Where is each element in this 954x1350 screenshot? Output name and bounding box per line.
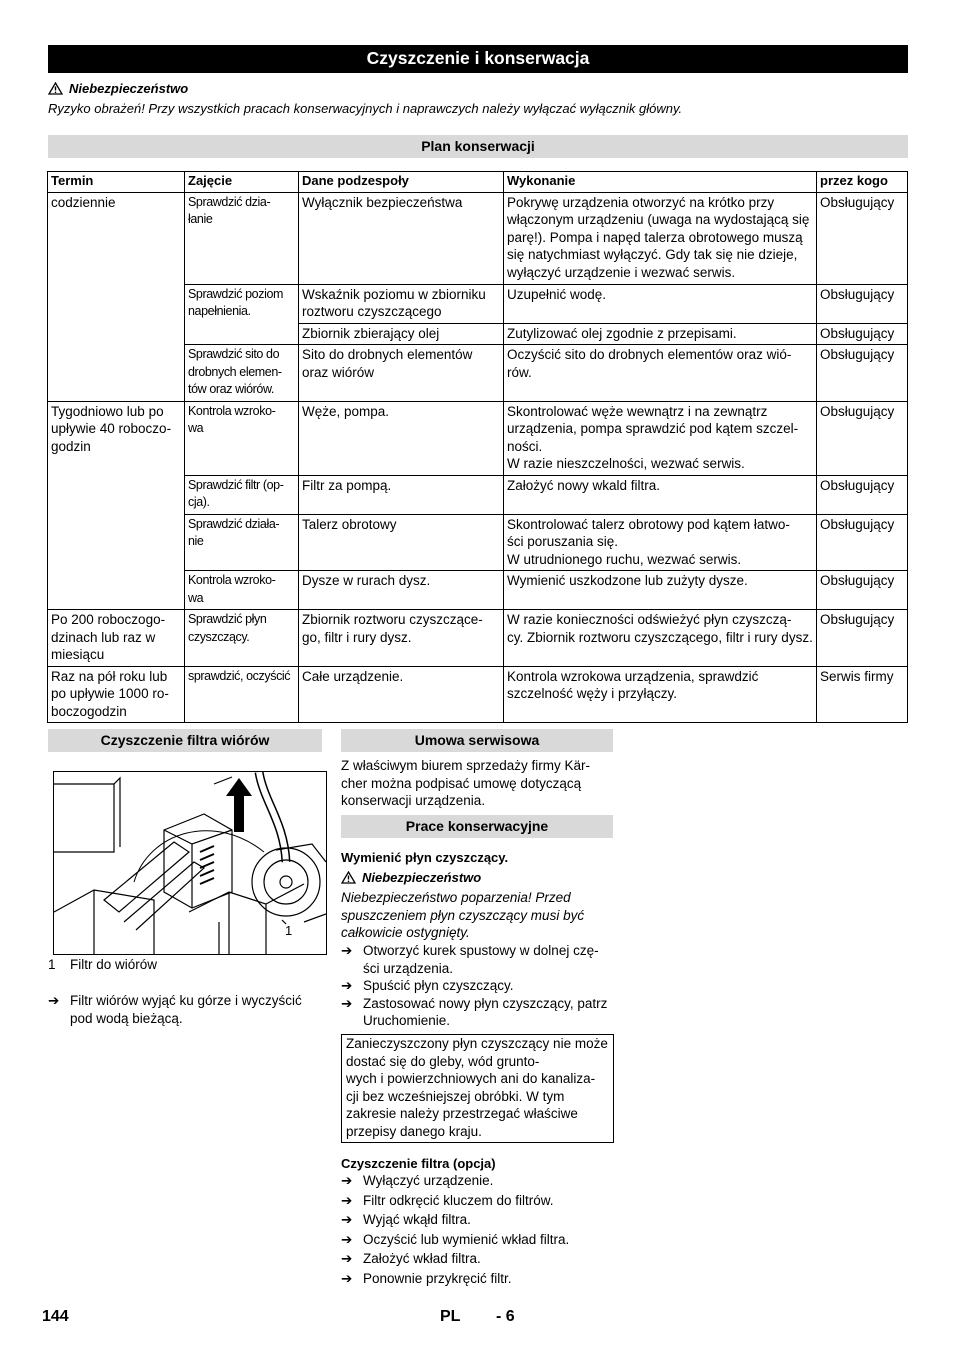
table-cell-wykonanie: Skontrolować węże wewnątrz i na zewnątrz urządzenia, pompa sprawdzić pod kątem szczel- ności. W razie nieszczelności, wezwać serwis. — [504, 401, 817, 475]
step-arrow-icon: ➔ — [341, 978, 353, 993]
table-cell-kto: Obsługujący — [817, 610, 908, 667]
list-item — [341, 942, 613, 977]
table-cell-dane: Dysze w rurach dysz. — [299, 571, 504, 610]
table-cell-zajecie: Sprawdzić filtr (op- cja). — [185, 475, 299, 514]
list-item — [341, 1250, 613, 1268]
fluid-danger-text: Niebezpieczeństwo poparzenia! Przed spuszczeniem płyn czyszczący musi być całkowicie ostygnięty. — [341, 890, 585, 940]
step-text: Założyć wkład filtra. — [363, 1251, 481, 1266]
step-text: Oczyścić lub wymienić wkład filtra. — [363, 1231, 570, 1247]
table-cell-wykonanie: Kontrola wzrokowa urządzenia, sprawdzić szczelność węży i przyłączy. — [504, 666, 817, 723]
col-header-kto: przez kogo — [817, 172, 908, 193]
table-cell-termin: codziennie — [48, 192, 185, 401]
chip-filter-step — [48, 992, 322, 1027]
environment-note: Zanieczyszczony płyn czyszczący nie może dostać się do gleby, wód grunto- wych i powierzchniowych ani do kanaliza- cji bez wcześniejszej obróbki. W tym zakresie należy przestrzegać właściwe przepisy danego kraju. — [341, 1034, 614, 1143]
warning-triangle-icon — [48, 82, 63, 95]
figure-callout-1: 1 — [285, 923, 293, 938]
step-arrow-icon: ➔ — [341, 1173, 353, 1188]
table-cell-wykonanie: Skontrolować talerz obrotowy pod kątem łatwo- ści poruszania się. W utrudnionego ruchu, wezwać serwis. — [504, 514, 817, 571]
table-cell-dane: Talerz obrotowy — [299, 514, 504, 571]
list-item — [341, 1211, 613, 1229]
table-cell-dane: Wyłącznik bezpieczeństwa — [299, 192, 504, 284]
fluid-heading: Wymienić płyn czyszczący. — [341, 850, 509, 865]
step-text: Spuścić płyn czyszczący. — [363, 978, 514, 993]
chip-filter-heading: Czyszczenie filtra wiórów — [48, 729, 322, 752]
table-cell-wykonanie: Wymienić uszkodzone lub zużyty dysze. — [504, 571, 817, 610]
danger-label: Niebezpieczeństwo — [69, 81, 189, 96]
machine-illustration — [54, 772, 326, 954]
table-row — [48, 192, 908, 284]
table-cell-kto: Obsługujący — [817, 514, 908, 571]
col-header-wykonanie: Wykonanie — [504, 172, 817, 193]
table-cell-zajecie: Sprawdzić poziom napełnienia. — [185, 284, 299, 345]
maintenance-plan-table — [47, 171, 908, 723]
table-cell-dane: Filtr za pompą. — [299, 475, 504, 514]
col-header-dane: Dane podzespoły — [299, 172, 504, 193]
list-item — [341, 1172, 613, 1190]
footer-subpage: - 6 — [496, 1308, 515, 1325]
caption-number: 1 — [48, 957, 56, 972]
table-cell-wykonanie: Uzupełnić wodę. — [504, 284, 817, 323]
table-cell-zajecie: Kontrola wzroko- wa — [185, 571, 299, 610]
fluid-danger-label: Niebezpieczeństwo — [362, 870, 482, 885]
table-cell-kto: Obsługujący — [817, 401, 908, 475]
table-row — [48, 610, 908, 667]
list-item — [341, 1192, 613, 1210]
table-cell-kto: Obsługujący — [817, 345, 908, 402]
step-text: Otworzyć kurek spustowy w dolnej czę- ści urządzenia. — [363, 943, 599, 976]
danger-heading — [48, 80, 188, 98]
table-cell-dane: Zbiornik roztworu czyszczące- go, filtr i rury dysz. — [299, 610, 504, 667]
table-cell-zajecie: Sprawdzić sito do drobnych elemen- tów oraz wiórów. — [185, 345, 299, 402]
chip-filter-step-text: Filtr wiórów wyjąć ku górze i wyczyścić pod wodą bieżącą. — [70, 993, 302, 1026]
maintenance-work-heading: Prace konserwacyjne — [341, 815, 613, 838]
list-item — [341, 995, 613, 1030]
step-arrow-icon: ➔ — [341, 1192, 353, 1208]
table-cell-wykonanie: Zutylizować olej zgodnie z przepisami. — [504, 323, 817, 345]
table-cell-wykonanie: Oczyścić sito do drobnych elementów oraz wió- rów. — [504, 345, 817, 402]
step-text: Filtr odkręcić kluczem do filtrów. — [363, 1192, 554, 1208]
step-arrow-icon: ➔ — [341, 1251, 353, 1266]
step-text: Wyjąć wkąłd filtra. — [363, 1212, 471, 1227]
table-row — [48, 401, 908, 475]
figure-caption — [48, 956, 157, 974]
table-cell-dane: Zbiornik zbierający olej — [299, 323, 504, 345]
table-cell-dane: Wskaźnik poziomu w zbiorniku roztworu czyszczącego — [299, 284, 504, 323]
step-arrow-icon: ➔ — [341, 943, 353, 958]
list-item — [341, 1231, 613, 1249]
footer-language: PL — [440, 1308, 461, 1325]
step-arrow-icon: ➔ — [341, 1231, 353, 1247]
chip-filter-figure — [53, 771, 327, 955]
table-cell-kto: Obsługujący — [817, 475, 908, 514]
list-item — [341, 977, 613, 995]
table-row — [48, 666, 908, 723]
table-cell-wykonanie: Pokrywę urządzenia otworzyć na krótko przy włączonym urządzeniu (uwaga na wydostającą się parę!). Pompa i napęd talerza obrotowego muszą się natychmiast wyłączyć. Gdy tak się nie dzieje, wyłączyć urządzenie i wezwać serwis. — [504, 192, 817, 284]
table-cell-termin: Po 200 roboczogo- dzinach lub raz w miesiącu — [48, 610, 185, 667]
table-cell-wykonanie: W razie konieczności odświeżyć płyn czyszczą- cy. Zbiornik roztworu czyszczącego, filtr i rury dysz. — [504, 610, 817, 667]
step-text: Zastosować nowy płyn czyszczący, patrz Uruchomienie. — [363, 995, 608, 1028]
table-cell-kto: Obsługujący — [817, 284, 908, 323]
col-header-zajecie: Zajęcie — [185, 172, 299, 193]
table-cell-zajecie: sprawdzić, oczyścić — [185, 666, 299, 723]
table-cell-termin: Raz na pół roku lub po upływie 1000 ro- boczogodzin — [48, 666, 185, 723]
table-cell-zajecie: Sprawdzić płyn czyszczący. — [185, 610, 299, 667]
table-cell-kto: Obsługujący — [817, 571, 908, 610]
table-cell-dane: Całe urządzenie. — [299, 666, 504, 723]
filter-heading: Czyszczenie filtra (opcja) — [341, 1156, 496, 1171]
danger-text: Ryzyko obrażeń! Przy wszystkich pracach konserwacyjnych i naprawczych należy wyłączać wyłącznik główny. — [48, 101, 683, 116]
step-arrow-icon: ➔ — [341, 1212, 353, 1227]
table-cell-dane: Węże, pompa. — [299, 401, 504, 475]
caption-text: Filtr do wiórów — [70, 957, 158, 972]
table-cell-kto: Serwis firmy — [817, 666, 908, 723]
up-arrow-icon — [226, 778, 252, 832]
table-cell-dane: Sito do drobnych elementów oraz wiórów — [299, 345, 504, 402]
table-cell-zajecie: Kontrola wzroko- wa — [185, 401, 299, 475]
filter-steps-list — [341, 1172, 613, 1289]
table-cell-kto: Obsługujący — [817, 323, 908, 345]
service-text: Z właściwym biurem sprzedaży firmy Kär- cher można podpisać umowę dotyczącą konserwacji urządzenia. — [341, 758, 591, 808]
page-number: 144 — [42, 1308, 69, 1325]
warning-triangle-icon — [341, 871, 356, 884]
col-header-termin: Termin — [48, 172, 185, 193]
page-title: Czyszczenie i konserwacja — [48, 45, 908, 73]
table-cell-wykonanie: Założyć nowy wkald filtra. — [504, 475, 817, 514]
table-cell-kto: Obsługujący — [817, 192, 908, 284]
plan-heading: Plan konserwacji — [48, 135, 908, 158]
table-cell-zajecie: Sprawdzić działa- nie — [185, 514, 299, 571]
table-cell-termin: Tygodniowo lub po upływie 40 roboczo- godzin — [48, 401, 185, 610]
table-header-row — [48, 172, 908, 193]
step-arrow-icon: ➔ — [48, 993, 60, 1008]
step-text: Ponownie przykręcić filtr. — [363, 1270, 512, 1286]
table-cell-zajecie: Sprawdzić dzia- łanie — [185, 192, 299, 284]
step-arrow-icon: ➔ — [341, 1270, 353, 1286]
fluid-danger-heading — [341, 869, 481, 887]
step-arrow-icon: ➔ — [341, 995, 353, 1011]
service-heading: Umowa serwisowa — [341, 729, 613, 752]
list-item — [341, 1270, 613, 1288]
fluid-steps-list — [341, 942, 613, 1030]
step-text: Wyłączyć urządzenie. — [363, 1173, 494, 1188]
